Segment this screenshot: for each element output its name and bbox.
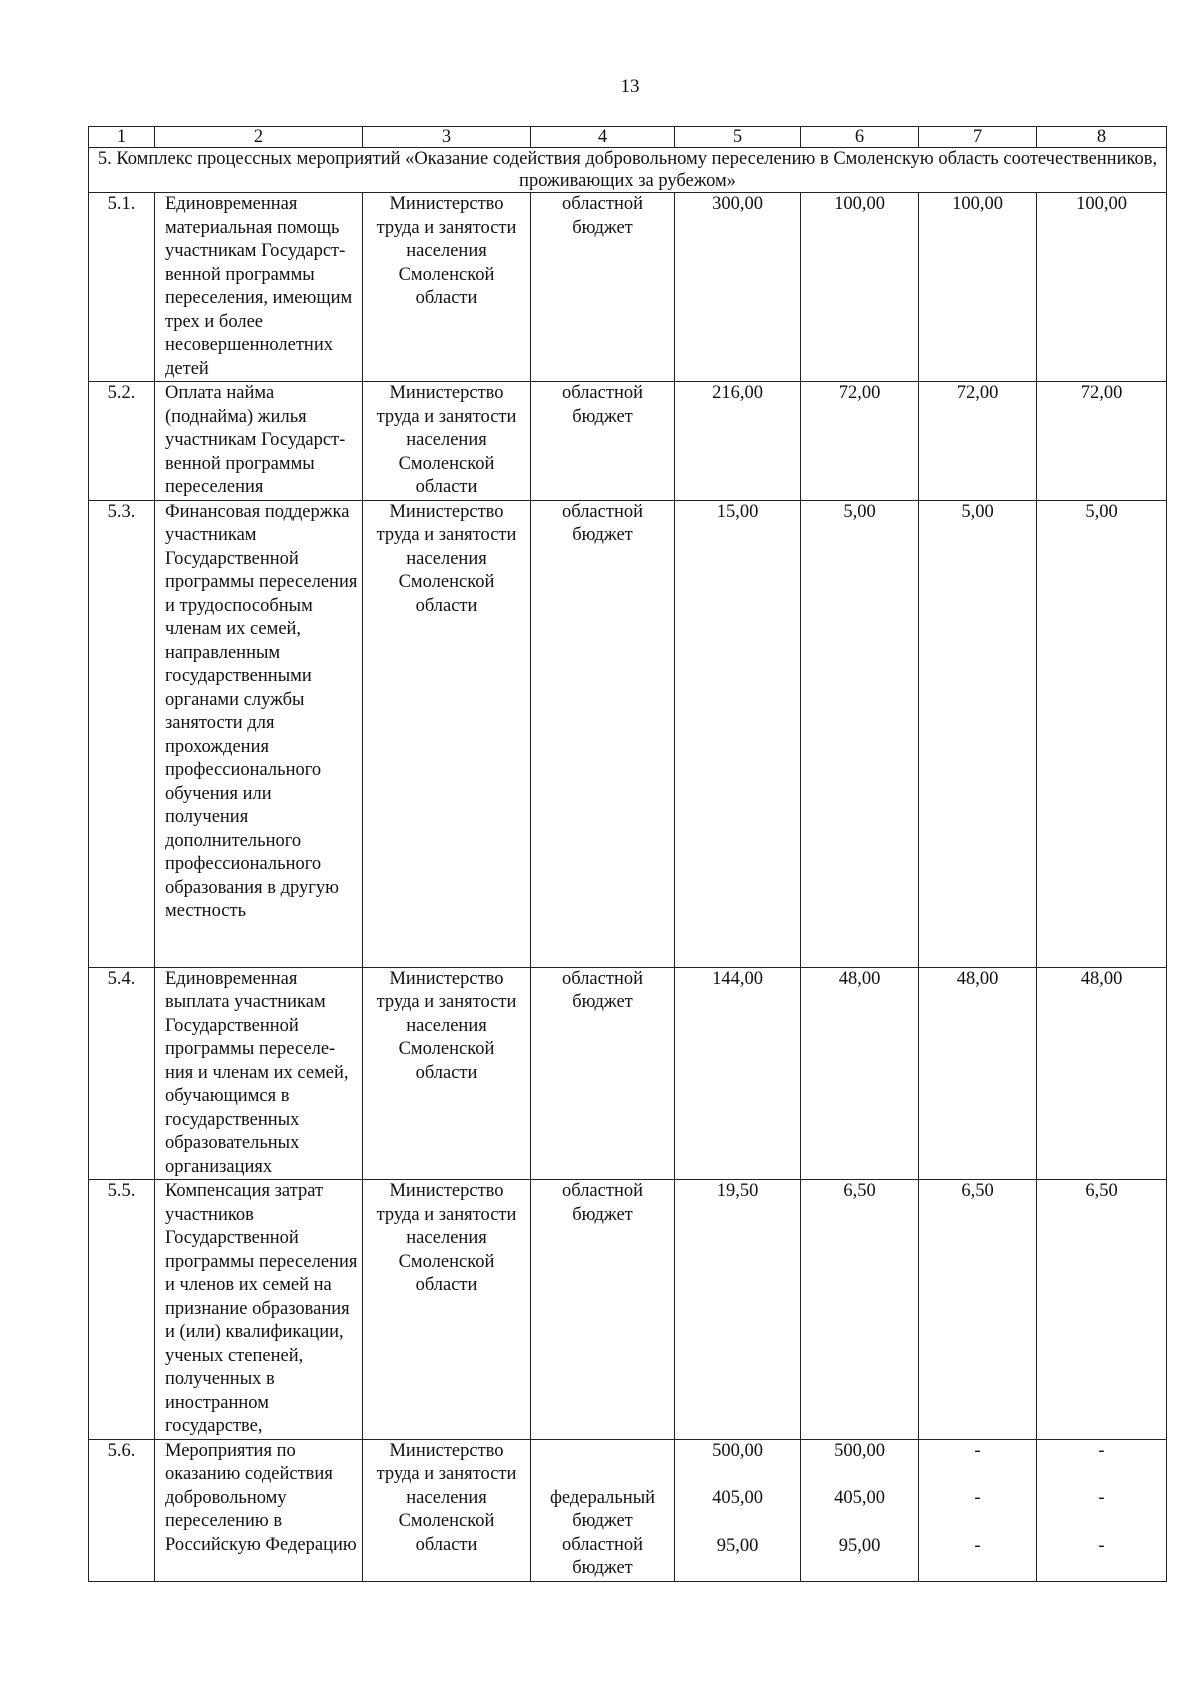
funding-table <box>88 126 1167 1582</box>
value-year-2: 72,00 <box>919 382 1037 501</box>
row-number: 5.3. <box>89 500 155 967</box>
table-row <box>89 382 1167 501</box>
value-year-1: 72,00 <box>801 382 919 501</box>
column-number-row <box>89 127 1167 148</box>
value-total: 19,50 <box>675 1180 801 1440</box>
value-total: - <box>1098 1440 1105 1461</box>
value-federal: 405,00 <box>834 1488 885 1508</box>
value-year-1: 48,00 <box>801 967 919 1180</box>
value-total: 500,00 <box>712 1440 763 1461</box>
funding-source: областной бюджет <box>531 1180 675 1440</box>
funding-source-cell <box>531 1439 675 1581</box>
value-total-cell <box>675 1439 801 1581</box>
value-federal: - <box>1098 1488 1105 1508</box>
value-year-2-cell <box>919 1439 1037 1581</box>
row-number: 5.6. <box>89 1439 155 1581</box>
measure-name: Компенсация затрат участников Государственной программы переселения и членов их семей на признание образования и (или) квалификации, ученых степеней, полученных в иностранном государстве, <box>155 1180 363 1440</box>
value-regional: - <box>974 1535 981 1556</box>
column-number: 6 <box>801 127 919 148</box>
value-regional: - <box>1098 1535 1105 1556</box>
row-number: 5.4. <box>89 967 155 1180</box>
value-total: 500,00 <box>834 1440 885 1461</box>
value-year-3: 72,00 <box>1037 382 1167 501</box>
value-total: 216,00 <box>675 382 801 501</box>
row-number: 5.5. <box>89 1180 155 1440</box>
funding-source-regional: областной бюджет <box>562 1534 643 1578</box>
funding-source: областной бюджет <box>531 382 675 501</box>
value-year-1: 100,00 <box>801 193 919 382</box>
table-row <box>89 193 1167 382</box>
executor: Министерство труда и занятости населения Смоленской области <box>363 382 531 501</box>
value-year-1: 5,00 <box>801 500 919 967</box>
executor: Министерство труда и занятости населения Смоленской области <box>363 1180 531 1440</box>
page-number: 13 <box>620 76 640 97</box>
column-number: 7 <box>919 127 1037 148</box>
column-number: 3 <box>363 127 531 148</box>
column-number: 1 <box>89 127 155 148</box>
section-title: 5. Комплекс процессных мероприятий «Оказание содействия добровольному переселению в Смоленскую область соотечественников, проживающих за рубежом» <box>89 148 1167 193</box>
value-year-3: 100,00 <box>1037 193 1167 382</box>
row-number: 5.2. <box>89 382 155 501</box>
measure-name: Финансовая поддержка участникам Государственной программы переселения и трудоспособным членам их семей, направленным государственными органами службы занятости для прохождения профессионального обучения или получения дополнительного профессионального образования в другую местность <box>155 500 363 967</box>
column-number: 2 <box>155 127 363 148</box>
value-total: 15,00 <box>675 500 801 967</box>
column-number: 5 <box>675 127 801 148</box>
value-federal: - <box>974 1488 981 1508</box>
value-year-3-cell <box>1037 1439 1167 1581</box>
value-year-2: 48,00 <box>919 967 1037 1180</box>
value-year-2: 5,00 <box>919 500 1037 967</box>
value-regional: 95,00 <box>716 1535 759 1556</box>
table-row <box>89 1439 1167 1581</box>
value-year-3: 6,50 <box>1037 1180 1167 1440</box>
measure-name: Единовременная выплата участникам Государственной программы переселе-ния и членам их семей, обучающимся в государственных образовательных организациях <box>155 967 363 1180</box>
table-row <box>89 1180 1167 1440</box>
value-year-2: 100,00 <box>919 193 1037 382</box>
value-year-3: 48,00 <box>1037 967 1167 1180</box>
value-total: - <box>974 1440 981 1461</box>
value-year-1: 6,50 <box>801 1180 919 1440</box>
measure-name: Мероприятия по оказанию содействия добровольному переселению в Российскую Федерацию <box>155 1439 363 1581</box>
funding-source: областной бюджет <box>531 193 675 382</box>
column-number: 4 <box>531 127 675 148</box>
value-total: 144,00 <box>675 967 801 1180</box>
value-total: 300,00 <box>675 193 801 382</box>
value-year-3: 5,00 <box>1037 500 1167 967</box>
executor: Министерство труда и занятости населения Смоленской области <box>363 500 531 967</box>
funding-source: областной бюджет <box>531 500 675 967</box>
funding-source: областной бюджет <box>531 967 675 1180</box>
executor: Министерство труда и занятости населения Смоленской области <box>363 193 531 382</box>
table-row <box>89 967 1167 1180</box>
table-row <box>89 500 1167 967</box>
measure-name: Единовременная материальная помощь участникам Государст-венной программы переселения, имеющим трех и более несовершеннолетних детей <box>155 193 363 382</box>
column-number: 8 <box>1037 127 1167 148</box>
measure-name: Оплата найма (поднайма) жилья участникам Государст-венной программы переселения <box>155 382 363 501</box>
funding-source-federal: федеральный бюджет <box>549 1487 656 1531</box>
value-year-2: 6,50 <box>919 1180 1037 1440</box>
value-regional: 95,00 <box>838 1535 881 1556</box>
executor: Министерство труда и занятости населения Смоленской области <box>363 1439 531 1581</box>
row-number: 5.1. <box>89 193 155 382</box>
value-year-1-cell <box>801 1439 919 1581</box>
executor: Министерство труда и занятости населения Смоленской области <box>363 967 531 1180</box>
section-header-row <box>89 148 1167 193</box>
value-federal: 405,00 <box>712 1488 763 1508</box>
